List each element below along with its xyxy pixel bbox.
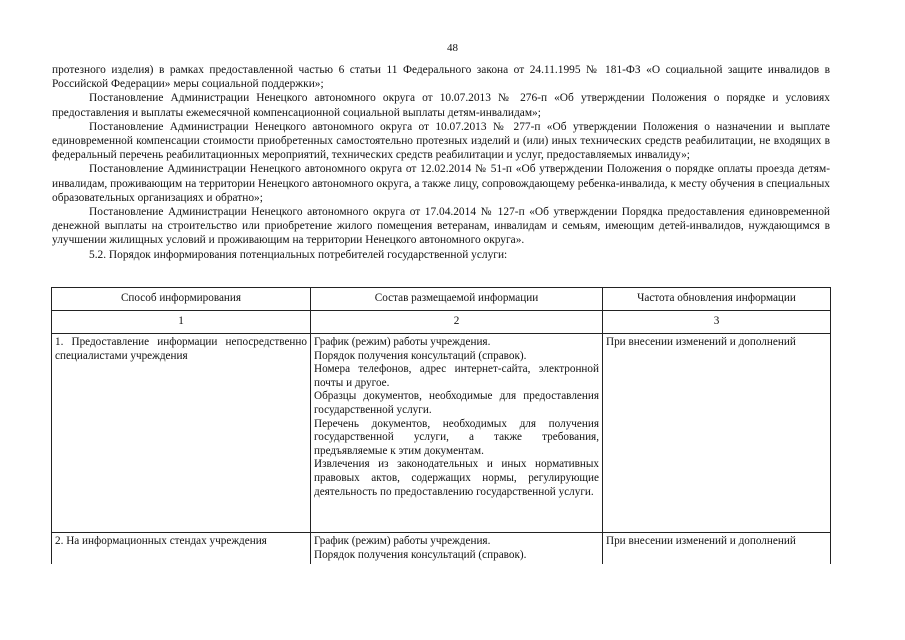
table-header-row xyxy=(52,288,831,311)
table-number-row xyxy=(52,311,831,334)
table-row xyxy=(52,533,831,565)
method-text: 1. Предоставление информации непосредственно специалистами учреждения xyxy=(55,336,307,362)
content-item: Номера телефонов, адрес интернет-сайта, электронной почты и другое. xyxy=(314,363,599,389)
table-row xyxy=(52,334,831,533)
header-method: Способ информирования xyxy=(52,288,311,311)
paragraph-resolution-277: Постановление Администрации Ненецкого автономного округа от 10.07.2013 № 277-п «Об утверждении Положения о назначении и выплате единовременной компенсации стоимости приобретенных самостоятельно протезных изделий и (или) иных технических средств реабилитации, не входящих в федеральный перечень реабилитационных мероприятий, технических средств реабилитации и услуг, предоставляемых инвалиду»; xyxy=(52,120,830,162)
content-item: Перечень документов, необходимых для получения государственной услуги, а также требования, предъявляемые к этим документам. xyxy=(314,417,599,457)
document-body xyxy=(52,63,830,262)
cell-frequency xyxy=(603,334,831,533)
column-number: 3 xyxy=(603,311,831,334)
paragraph-resolution-276: Постановление Администрации Ненецкого автономного округа от 10.07.2013 № 276-п «Об утверждении Положения о порядке и условиях предоставления и выплаты ежемесячной компенсационной социальной выплаты детям-инвалидам»; xyxy=(52,92,830,119)
column-number: 1 xyxy=(52,311,311,334)
frequency-text: При внесении изменений и дополнений xyxy=(606,336,796,348)
header-content: Состав размещаемой информации xyxy=(311,288,603,311)
method-text: 2. На информационных стендах учреждения xyxy=(55,535,267,547)
header-frequency: Частота обновления информации xyxy=(603,288,831,311)
paragraph-continuation: протезного изделия) в рамках предоставленной частью 6 статьи 11 Федерального закона от 24.11.1995 № 181-ФЗ «О социальной защите инвалидов в Российской Федерации» меры социальной поддержки»; xyxy=(52,64,830,91)
content-item: Порядок получения консультаций (справок). xyxy=(314,548,527,561)
content-item: Порядок получения консультаций (справок). xyxy=(314,349,527,362)
content-item: Образцы документов, необходимые для предоставления государственной услуги. xyxy=(314,390,599,416)
paragraph-resolution-51: Постановление Администрации Ненецкого автономного округа от 12.02.2014 № 51-п «Об утверждении Положения о порядке оплаты проезда детям-инвалидам, проживающим на территории Ненецкого автономного округа, а также лицу, сопровождающему ребенка-инвалида, к месту обучения в специальных образовательных организациях и обратно»; xyxy=(52,163,830,204)
cell-content xyxy=(311,533,603,565)
cell-content xyxy=(311,334,603,533)
cell-method xyxy=(52,334,311,533)
column-number: 2 xyxy=(311,311,603,334)
content-item: Извлечения из законодательных и иных нормативных правовых актов, содержащих нормы, регулирующие деятельность по предоставлению государственной услуги. xyxy=(314,458,599,498)
information-table xyxy=(51,287,831,564)
content-item: График (режим) работы учреждения. xyxy=(314,336,491,348)
paragraph-resolution-127: Постановление Администрации Ненецкого автономного округа от 17.04.2014 № 127-п «Об утверждении Порядка предоставления единовременной денежной выплаты на строительство или приобретение жилого помещения ветеранам, инвалидам и семьям, имеющим детей-инвалидов, нуждающимся в улучшении жилищных условий и проживающим на территории Ненецкого автономного округа». xyxy=(52,206,830,247)
section-label: 5.2. Порядок информирования потенциальных потребителей государственной услуги: xyxy=(89,248,508,261)
cell-method xyxy=(52,533,311,565)
content-item: График (режим) работы учреждения. xyxy=(314,535,491,547)
frequency-text: При внесении изменений и дополнений xyxy=(606,535,796,547)
cell-frequency xyxy=(603,533,831,565)
page-number: 48 xyxy=(447,42,458,54)
